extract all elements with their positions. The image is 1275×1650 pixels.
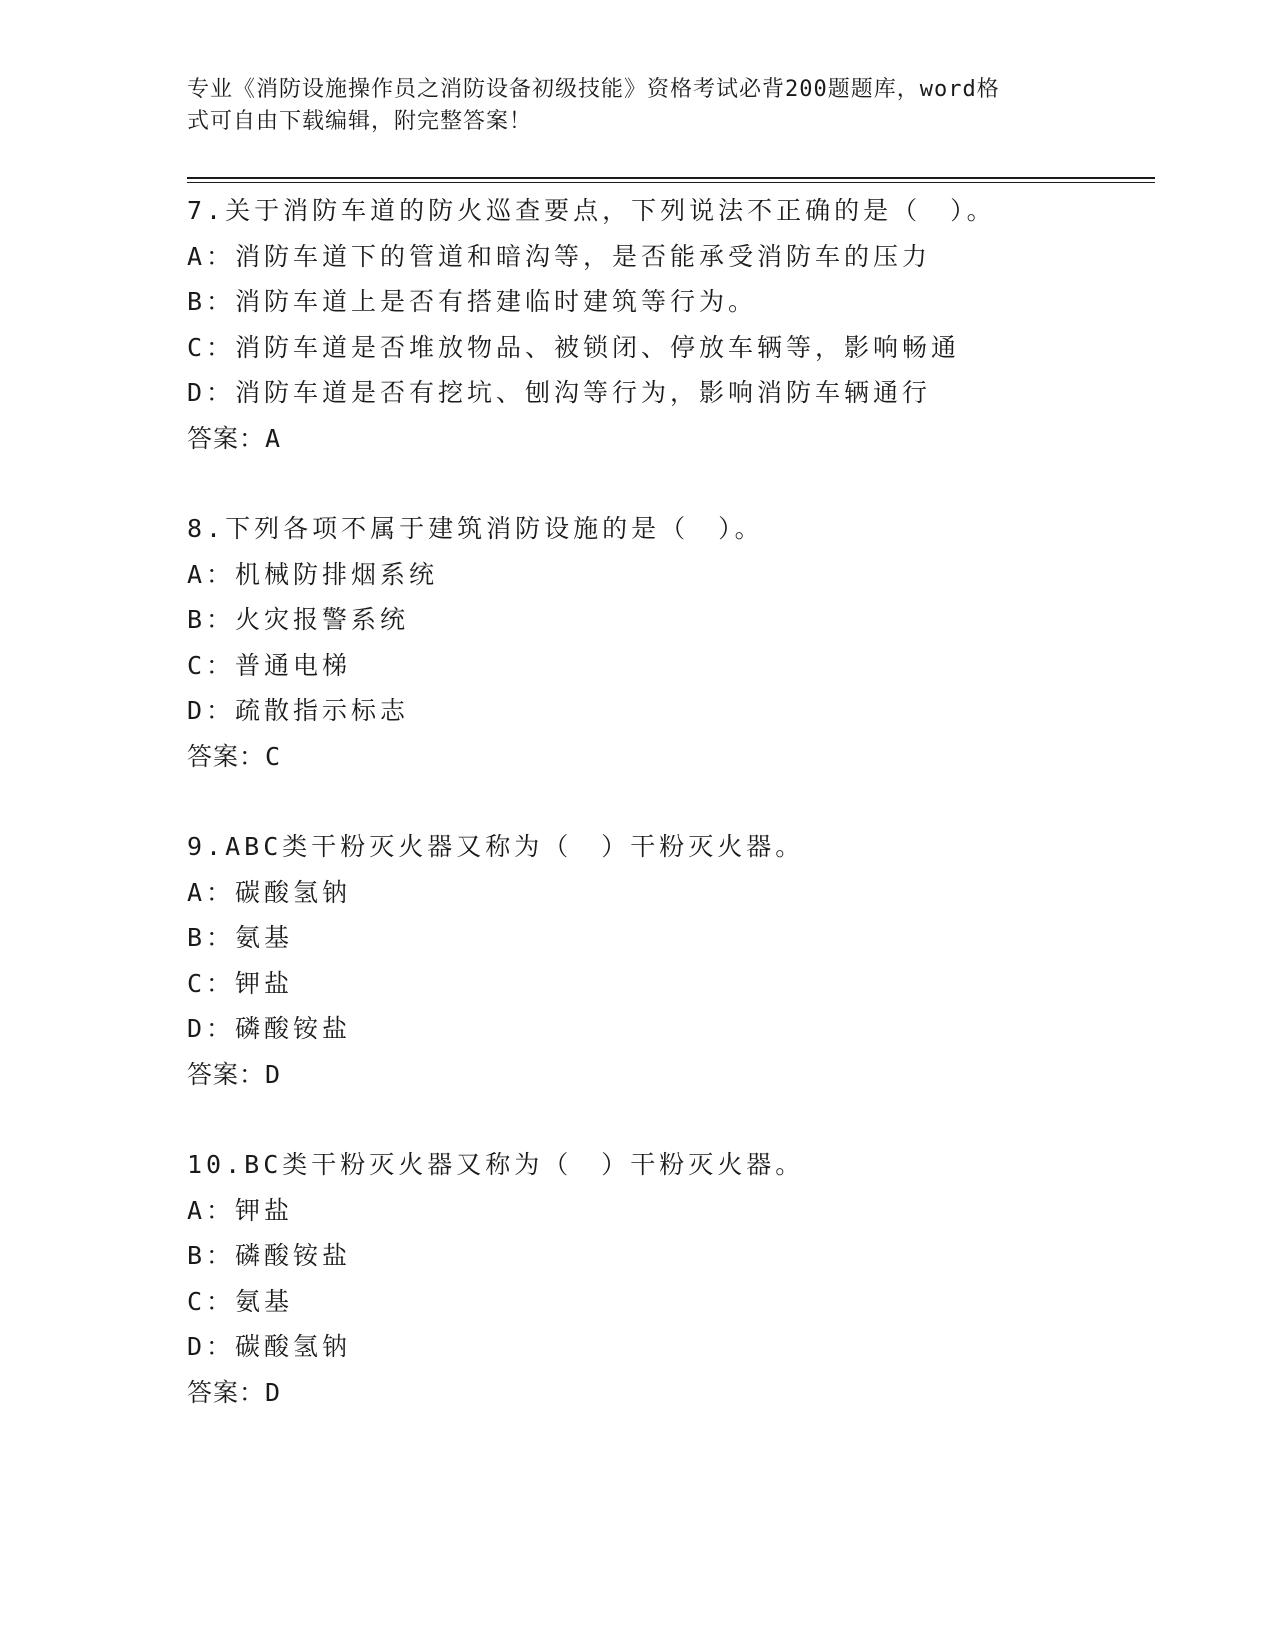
question-stem: 8.下列各项不属于建筑消防设施的是（ ）。 <box>187 514 764 543</box>
answer-line: 答案：D <box>187 1377 282 1407</box>
option-b: B：火灾报警系统 <box>187 605 410 634</box>
option-a: A：机械防排烟系统 <box>187 559 439 589</box>
option-b: B：消防车道上是否有搭建临时建筑等行为。 <box>187 287 758 316</box>
option-a: A：钾盐 <box>187 1195 294 1225</box>
option-c: C：氨基 <box>187 1286 294 1316</box>
option-c: C：普通电梯 <box>187 650 352 680</box>
question-10 <box>187 1142 1147 1415</box>
question-stem: 7.关于消防车道的防火巡查要点，下列说法不正确的是（ ）。 <box>187 196 996 225</box>
option-a: A：碳酸氢钠 <box>187 877 352 907</box>
header-divider-thick <box>187 177 1155 179</box>
option-b: B：氨基 <box>187 923 294 952</box>
header-divider-thin <box>187 182 1155 183</box>
option-a: A：消防车道下的管道和暗沟等，是否能承受消防车的压力 <box>187 241 932 271</box>
option-c: C：消防车道是否堆放物品、被锁闭、停放车辆等，影响畅通 <box>187 332 961 362</box>
option-b: B：磷酸铵盐 <box>187 1241 352 1270</box>
option-d: D：碳酸氢钠 <box>187 1332 352 1361</box>
header-line-2: 式可自由下载编辑，附完整答案！ <box>187 109 533 134</box>
question-9 <box>187 824 1147 1097</box>
option-d: D：消防车道是否有挖坑、刨沟等行为，影响消防车辆通行 <box>187 378 932 407</box>
document-header <box>187 74 1067 138</box>
answer-line: 答案：D <box>187 1059 282 1089</box>
question-7 <box>187 188 1147 461</box>
question-stem: 10.BC类干粉灭火器又称为（ ）干粉灭火器。 <box>187 1150 805 1179</box>
answer-line: 答案：A <box>187 423 282 453</box>
question-8 <box>187 506 1147 779</box>
answer-line: 答案：C <box>187 741 282 771</box>
option-d: D：疏散指示标志 <box>187 696 410 725</box>
header-line-1: 专业《消防设施操作员之消防设备初级技能》资格考试必背200题题库，word格 <box>187 77 1000 102</box>
option-d: D：磷酸铵盐 <box>187 1014 352 1043</box>
question-list <box>187 188 1147 1460</box>
question-stem: 9.ABC类干粉灭火器又称为（ ）干粉灭火器。 <box>187 832 805 861</box>
option-c: C：钾盐 <box>187 968 294 998</box>
